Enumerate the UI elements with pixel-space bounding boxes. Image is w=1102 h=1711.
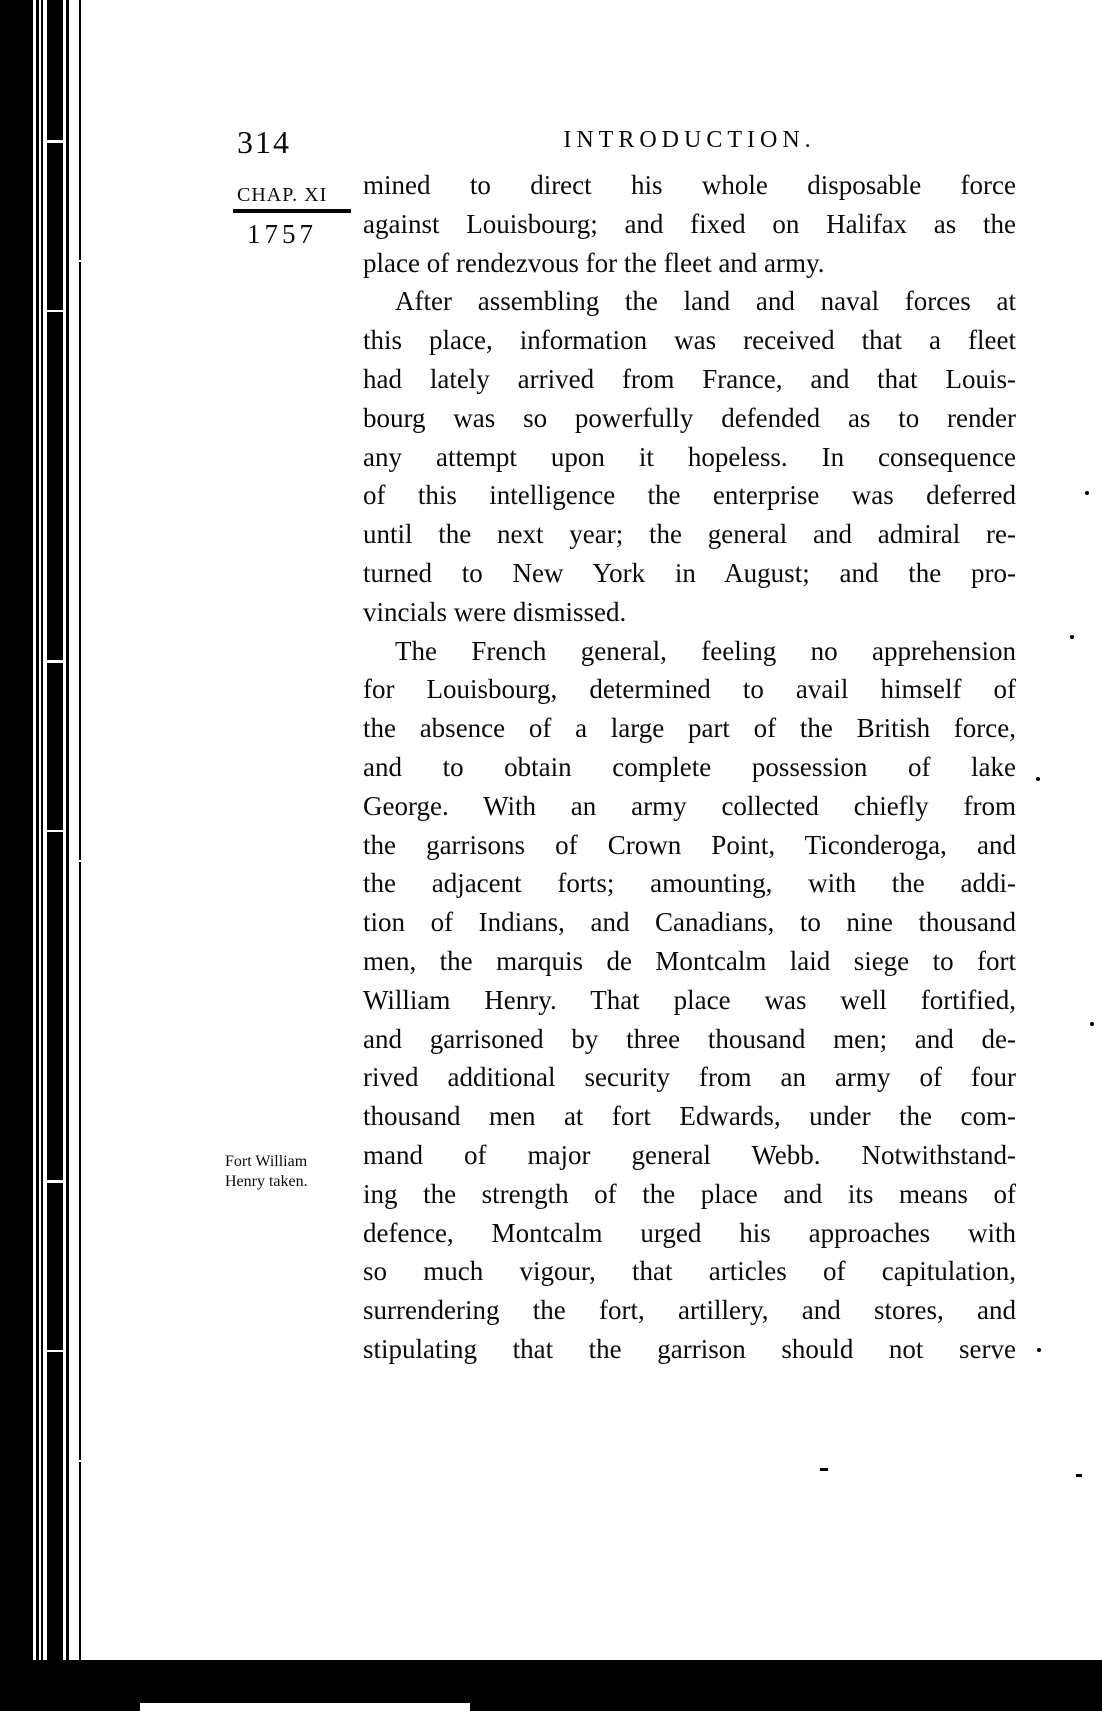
text-line: stipulating that the garrison should not serve [363,1333,1016,1364]
text-line: ing the strength of the place and its means of [363,1178,1016,1209]
text-line: the garrisons of Crown Point, Ticonderoga, and [363,829,1016,860]
margin-side-note [225,1152,355,1192]
text-line: thousand men at fort Edwards, under the com- [363,1101,1016,1132]
text-line: William Henry. That place was well fortified, [363,984,1016,1015]
text-line: so much vigour, that articles of capitulation, [363,1256,1016,1287]
ink-speck [1085,491,1089,495]
ink-speck [1076,1474,1082,1477]
text-line: this place, information was received that a fleet [363,325,1016,356]
scan-bottom-edge-artifact [140,1703,470,1711]
text-line: defence, Montcalm urged his approaches with [363,1217,1016,1248]
ink-speck [1036,777,1040,781]
text-line: men, the marquis de Montcalm laid siege to fort [363,945,1016,976]
text-line: and to obtain complete possession of lake [363,751,1016,782]
text-line: of this intelligence the enterprise was deferred [363,480,1016,511]
text-line: The French general, feeling no apprehension [395,635,1016,666]
scan-gutter-artifact [79,0,81,1711]
scan-gutter-artifact [41,0,43,1711]
margin-chapter-label: CHAP. XI [237,184,328,206]
text-line: mined to direct his whole disposable force [363,170,1016,200]
running-header: INTRODUCTION. [563,127,816,153]
text-line: rived additional security from an army of four [363,1062,1016,1093]
scan-gutter-artifact [66,0,69,1711]
ink-speck [1037,1348,1041,1352]
text-line: mand of major general Webb. Notwithstand- [363,1139,1016,1170]
margin-side-note-line: Henry taken. [225,1173,308,1190]
text-line: After assembling the land and naval forces at [395,286,1016,317]
scan-gutter-artifact [47,0,63,1711]
margin-year: 1757 [247,219,317,249]
text-line: against Louisbourg; and fixed on Halifax as the [363,208,1016,239]
ink-speck [1090,1022,1094,1026]
page-number: 314 [237,124,291,160]
text-line: surrendering the fort, artillery, and stores, and [363,1295,1016,1326]
text-line: vincials were dismissed. [363,596,627,627]
body-text [363,166,1016,1369]
ink-speck [1070,635,1074,639]
scan-gutter-artifact [36,0,39,1711]
text-line: the absence of a large part of the British force, [363,713,1016,744]
text-line: and garrisoned by three thousand men; and de- [363,1023,1016,1054]
text-line: any attempt upon it hopeless. In consequence [363,441,1016,472]
text-line: for Louisbourg, determined to avail himself of [363,674,1016,705]
margin-side-note-line: Fort William [225,1153,308,1170]
scan-gutter-artifact [0,0,33,1711]
text-line: turned to New York in August; and the pro- [363,557,1016,588]
text-line: tion of Indians, and Canadians, to nine thousand [363,907,1016,938]
margin-rule [233,209,351,213]
text-line: until the next year; the general and admiral re- [363,519,1016,550]
text-line: George. With an army collected chiefly from [363,790,1016,821]
text-line: bourg was so powerfully defended as to render [363,402,1016,433]
ink-speck [820,1468,828,1471]
text-line: had lately arrived from France, and that Louis- [363,363,1016,394]
text-line: place of rendezvous for the fleet and army. [363,247,825,278]
text-line: the adjacent forts; amounting, with the addi- [363,868,1016,899]
